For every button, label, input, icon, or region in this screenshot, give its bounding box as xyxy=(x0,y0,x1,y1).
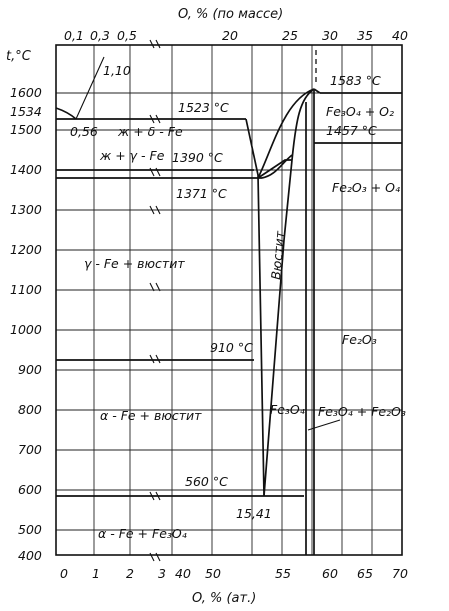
bottom-tick-3: 3 xyxy=(158,566,166,581)
left-tick-1300: 1300 xyxy=(10,202,42,217)
region-fe3o4-o2: Fe₃O₄ + O₂ xyxy=(326,104,395,119)
left-tick-1500: 1500 xyxy=(10,122,42,137)
region-wustite: Вюстит xyxy=(268,230,288,281)
temperature-labels xyxy=(70,63,381,521)
label-1541: 15,41 xyxy=(236,506,272,521)
bottom-tick-2: 2 xyxy=(126,566,134,581)
region-liquid-delta-fe: ж + δ - Fe xyxy=(118,124,183,139)
left-tick-1400: 1400 xyxy=(10,162,42,177)
left-tick-400: 400 xyxy=(18,548,42,563)
label-110: 1,10 xyxy=(103,63,131,78)
top-tick-40: 40 xyxy=(392,28,408,43)
bottom-tick-65: 65 xyxy=(357,566,373,581)
bottom-tick-1: 1 xyxy=(92,566,100,581)
vertical-gridlines xyxy=(94,45,372,555)
region-fe3o4-fe2o3: Fe₃O₄ + Fe₂O₃ xyxy=(318,404,406,419)
top-tick-0-1: 0,1 xyxy=(64,28,84,43)
left-tick-labels xyxy=(10,85,42,563)
region-fe2o3: Fe₂O₃ xyxy=(342,332,377,347)
label-1457: 1457 °C xyxy=(326,123,377,138)
top-axis-title: O, % (по массе) xyxy=(178,7,284,22)
plot-frame xyxy=(56,45,402,555)
top-tick-0-5: 0,5 xyxy=(117,28,137,43)
label-560: 560 °C xyxy=(185,474,228,489)
left-axis-title: t,°C xyxy=(6,49,31,64)
label-910: 910 °C xyxy=(210,340,253,355)
top-tick-labels xyxy=(64,28,408,43)
top-tick-20: 20 xyxy=(222,28,238,43)
region-alpha-fe-magnetite: α - Fe + Fe₃O₄ xyxy=(98,526,187,541)
top-tick-30: 30 xyxy=(322,28,338,43)
label-1390: 1390 °C xyxy=(172,150,223,165)
label-1371: 1371 °C xyxy=(176,186,227,201)
bottom-tick-60: 60 xyxy=(322,566,338,581)
left-tick-500: 500 xyxy=(18,522,42,537)
bottom-tick-55: 55 xyxy=(275,566,291,581)
left-tick-1200: 1200 xyxy=(10,242,42,257)
region-liquid-gamma-fe: ж + γ - Fe xyxy=(100,148,165,163)
left-tick-1000: 1000 xyxy=(10,322,42,337)
left-tick-800: 800 xyxy=(18,402,42,417)
label-1523: 1523 °C xyxy=(178,100,229,115)
left-tick-600: 600 xyxy=(18,482,42,497)
bottom-axis-title: O, % (ат.) xyxy=(192,591,257,606)
left-tick-1600: 1600 xyxy=(10,85,42,100)
left-tick-700: 700 xyxy=(18,442,42,457)
region-gamma-fe-wustite: γ - Fe + вюстит xyxy=(84,256,185,271)
top-tick-25: 25 xyxy=(282,28,298,43)
left-tick-1534: 1534 xyxy=(10,104,42,119)
bottom-tick-50: 50 xyxy=(205,566,221,581)
top-tick-0-3: 0,3 xyxy=(90,28,110,43)
bottom-tick-40: 40 xyxy=(175,566,191,581)
region-fe2o3-o4: Fe₂O₃ + O₄ xyxy=(332,180,401,195)
bottom-tick-0: 0 xyxy=(60,566,68,581)
top-tick-35: 35 xyxy=(357,28,373,43)
bottom-tick-70: 70 xyxy=(392,566,408,581)
bottom-tick-labels xyxy=(60,566,408,581)
region-magnetite: Fe₃O₄ xyxy=(270,402,305,417)
label-1583: 1583 °C xyxy=(330,73,381,88)
left-tick-1100: 1100 xyxy=(10,282,42,297)
region-alpha-fe-wustite: α - Fe + вюстит xyxy=(100,408,202,423)
label-056: 0,56 xyxy=(70,124,98,139)
left-tick-900: 900 xyxy=(18,362,42,377)
